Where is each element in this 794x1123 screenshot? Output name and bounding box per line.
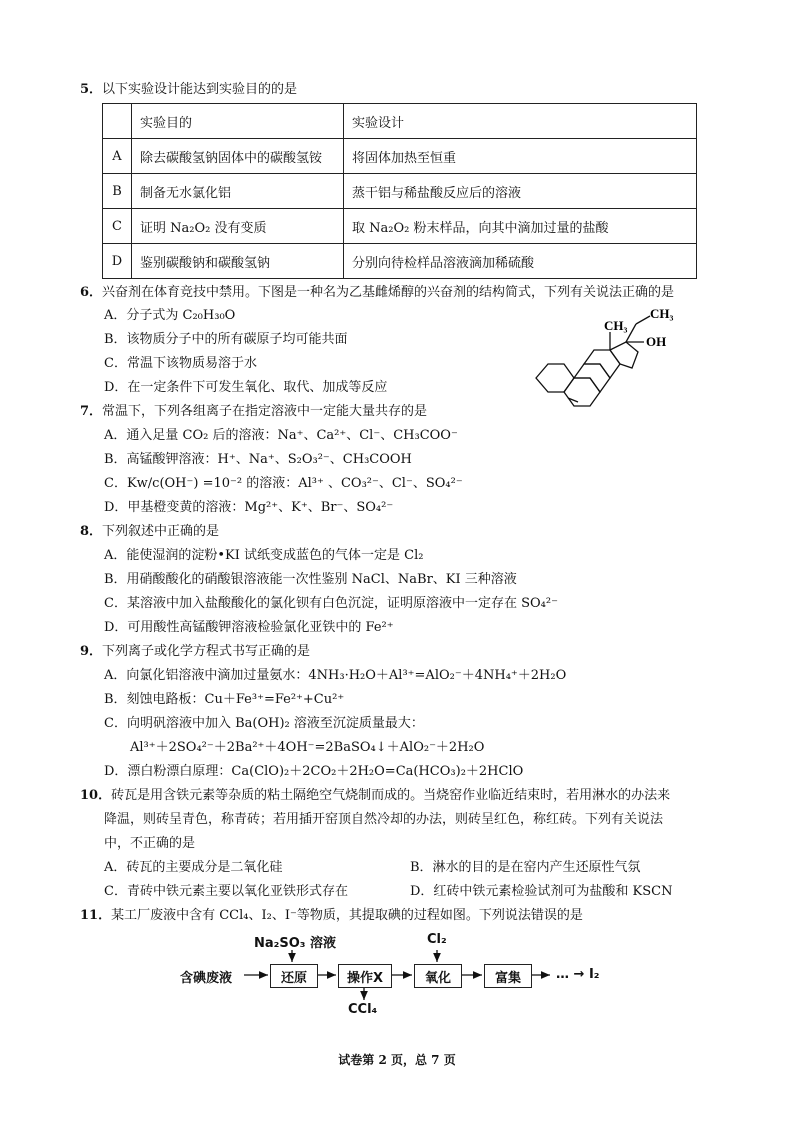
flow-end-label: … → I₂: [556, 967, 600, 982]
table-header-row: 实验目的 实验设计: [103, 104, 697, 139]
q7-option-c: C．Kw/c(OH⁻) =10⁻² 的溶液：Al³⁺ 、CO₃²⁻、Cl⁻、SO₄²⁻: [104, 476, 463, 491]
q6-option-a: A．分子式为 C₂₀H₃₀O: [104, 308, 236, 323]
steroid-structure-diagram: [526, 298, 706, 414]
flow-reagent-na2so3: Na₂SO₃ 溶液: [254, 936, 336, 951]
q5-table: [102, 103, 697, 279]
q9-option-c: C．向明矾溶液中加入 Ba(OH)₂ 溶液至沉淀质量最大：: [104, 716, 424, 731]
q6-stem: 6．兴奋剂在体育竞技中禁用。下图是一种名为乙基雌烯醇的兴奋剂的结构简式，下列有关说法正确的是: [80, 285, 675, 300]
q7-option-d: D．甲基橙变黄的溶液：Mg²⁺、K⁺、Br⁻、SO₄²⁻: [104, 500, 394, 515]
q10-stem-line2: 降温，则砖呈青色，称青砖；若用插开窑顶自然冷却的办法，则砖呈红色，称红砖。下列有关说法: [104, 812, 664, 827]
q7-stem: 7．常温下，下列各组离子在指定溶液中一定能大量共存的是: [80, 404, 428, 419]
q5-stem: 5．以下实验设计能达到实验目的的是: [80, 82, 298, 97]
table-row: C 证明 Na₂O₂ 没有变质 取 Na₂O₂ 粉末样品，向其中滴加过量的盐酸: [103, 209, 697, 244]
flow-start-label: 含碘废液: [180, 971, 233, 986]
q10-option-b: B．淋水的目的是在窑内产生还原性气氛: [410, 860, 641, 875]
table-row: D 鉴别碳酸钠和碳酸氢钠 分别向待检样品溶液滴加稀硫酸: [103, 244, 697, 279]
q10-option-c: C．青砖中铁元素主要以氧化亚铁形式存在: [104, 884, 348, 899]
q8-option-d: D．可用酸性高锰酸钾溶液检验氯化亚铁中的 Fe²⁺: [104, 620, 394, 635]
q10-stem-line1: 10．砖瓦是用含铁元素等杂质的粘土隔绝空气烧制而成的。当烧窑作业临近结束时，若用淋水的办法来: [80, 788, 671, 803]
q6-option-d: D．在一定条件下可发生氧化、取代、加成等反应: [104, 380, 388, 395]
q8-option-a: A．能使湿润的淀粉•KI 试纸变成蓝色的气体一定是 Cl₂: [104, 548, 424, 563]
methyl-label: CH₃: [604, 318, 628, 333]
flow-box-oxidation: 氧化: [414, 964, 462, 988]
q9-stem: 9．下列离子或化学方程式书写正确的是: [80, 644, 311, 659]
q10-option-a: A．砖瓦的主要成分是二氧化硅: [104, 860, 283, 875]
q9-option-c-equation: Al³⁺＋2SO₄²⁻＋2Ba²⁺＋4OH⁻=2BaSO₄↓＋AlO₂⁻＋2H₂O: [130, 740, 485, 755]
flow-box-enrichment: 富集: [484, 964, 532, 988]
q7-option-b: B．高锰酸钾溶液：H⁺、Na⁺、S₂O₃²⁻、CH₃COOH: [104, 452, 412, 467]
q9-option-b: B．刻蚀电路板：Cu＋Fe³⁺=Fe²⁺+Cu²⁺: [104, 692, 345, 707]
q10-option-d: D．红砖中铁元素检验试剂可为盐酸和 KSCN: [410, 884, 673, 899]
ethyl-ch3-label: CH₃: [650, 306, 674, 321]
q8-option-c: C．某溶液中加入盐酸酸化的氯化钡有白色沉淀，证明原溶液中一定存在 SO₄²⁻: [104, 596, 558, 611]
q9-option-d: D．漂白粉漂白原理：Ca(ClO)₂＋2CO₂＋2H₂O=Ca(HCO₃)₂＋2HClO: [104, 764, 524, 779]
page-footer: 试卷第 2 页，总 7 页: [338, 1053, 456, 1067]
q7-option-a: A．通入足量 CO₂ 后的溶液：Na⁺、Ca²⁺、Cl⁻、CH₃COO⁻: [104, 428, 458, 443]
flow-box-reduction: 还原: [270, 964, 318, 988]
table-row: A 除去碳酸氢钠固体中的碳酸氢铵 将固体加热至恒重: [103, 139, 697, 174]
q8-option-b: B．用硝酸酸化的硝酸银溶液能一次性鉴别 NaCl、NaBr、KI 三种溶液: [104, 572, 517, 587]
q11-stem: 11．某工厂废液中含有 CCl₄、I₂、I⁻等物质，其提取碘的过程如图。下列说法错误的是: [80, 908, 583, 923]
hydroxyl-label: OH: [646, 334, 667, 349]
q9-option-a: A．向氯化铝溶液中滴加过量氨水：4NH₃·H₂O＋Al³⁺=AlO₂⁻＋4NH₄⁺＋2H₂O: [104, 668, 567, 683]
flow-box-operation-x: 操作X: [338, 964, 392, 988]
table-row: B 制备无水氯化铝 蒸干铝与稀盐酸反应后的溶液: [103, 174, 697, 209]
q6-option-c: C．常温下该物质易溶于水: [104, 356, 257, 371]
flow-reagent-cl2: Cl₂: [427, 932, 447, 947]
q8-stem: 8．下列叙述中正确的是: [80, 524, 220, 539]
flow-byproduct-ccl4: CCl₄: [348, 1002, 378, 1017]
q10-stem-line3: 中，不正确的是: [104, 836, 196, 851]
q6-option-b: B．该物质分子中的所有碳原子均可能共面: [104, 332, 348, 347]
